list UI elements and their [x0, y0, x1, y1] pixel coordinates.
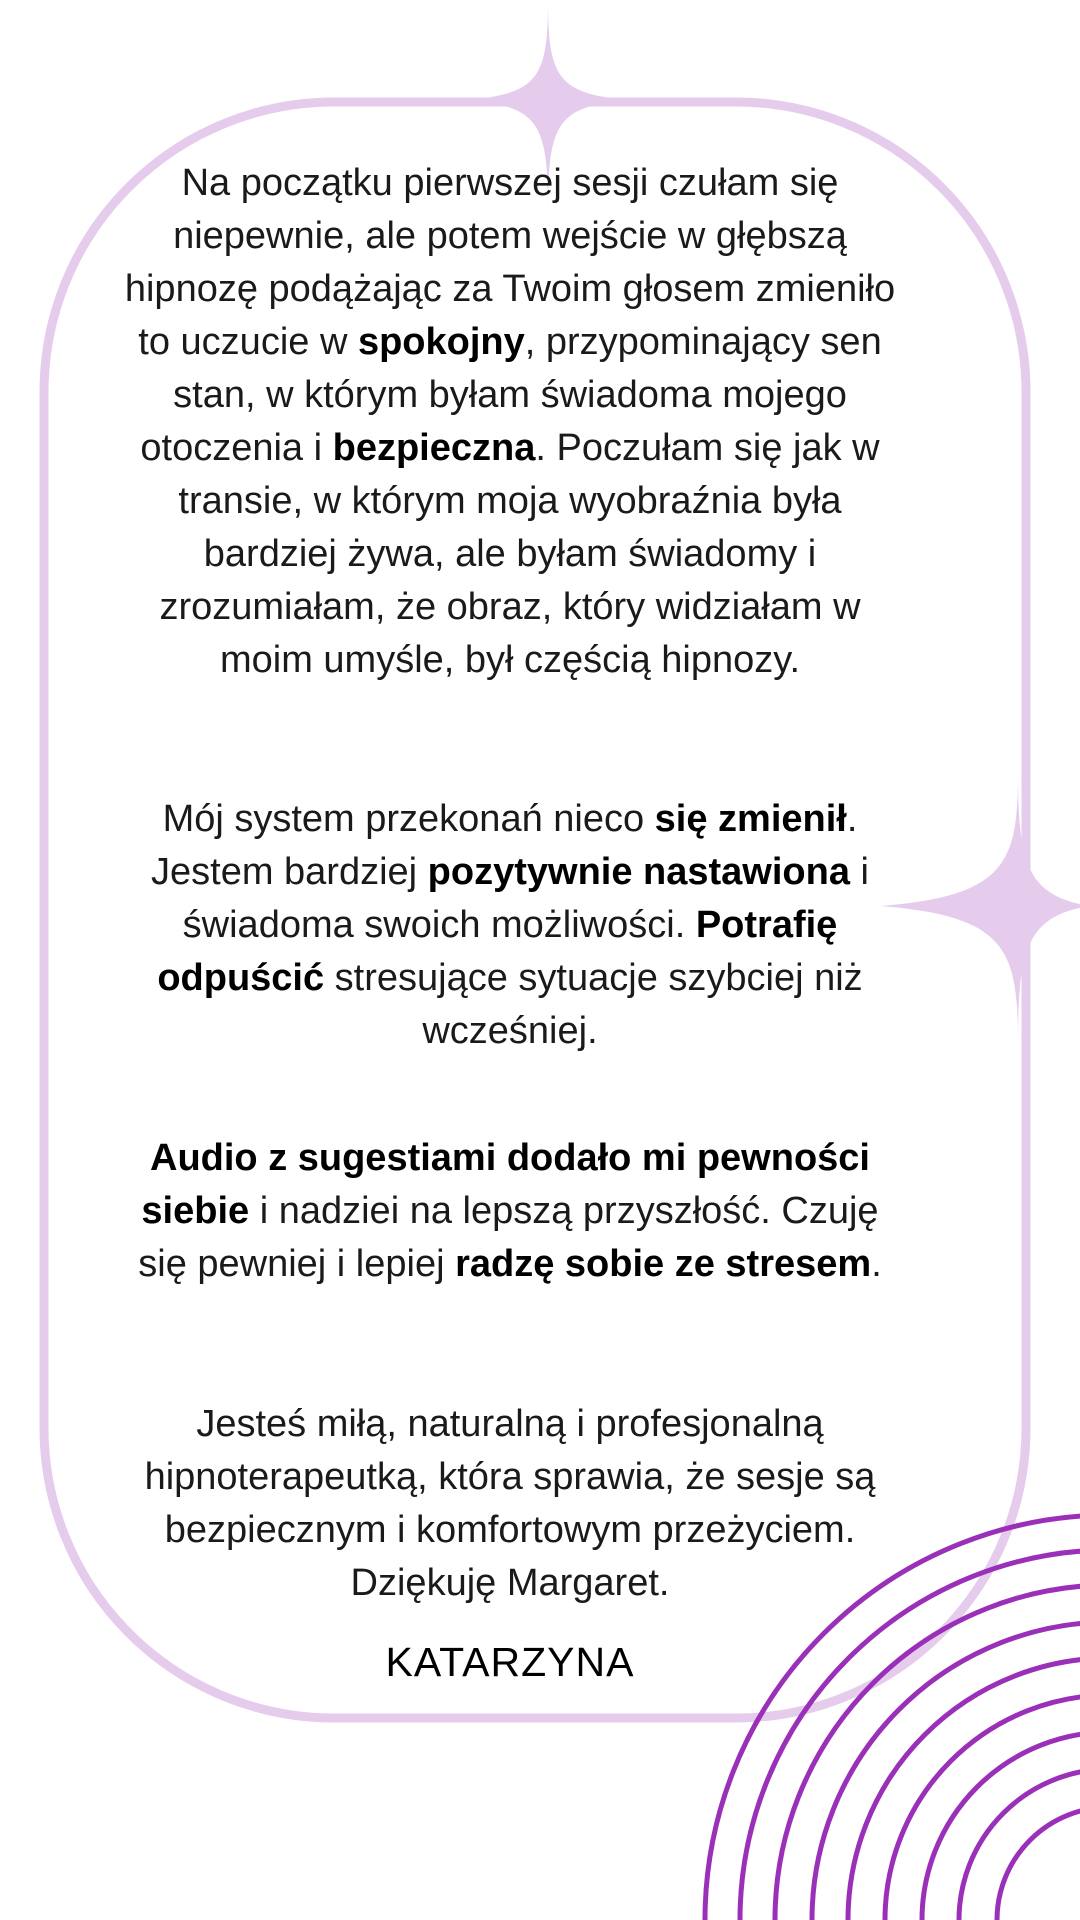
emphasis-text: radzę sobie ze stresem	[455, 1243, 872, 1285]
author-signature: KATARZYNA	[385, 1639, 635, 1685]
paragraph-text: i nadziei na lepszą przyszłość. Czuję się pewniej i lepiej	[138, 1190, 879, 1285]
paragraph-text: Mój system przekonań nieco	[162, 798, 655, 840]
paragraph-text: .	[871, 1243, 882, 1285]
paragraph-text: , przypominający sen stan, w którym byłam świadoma mojego otoczenia i	[140, 321, 882, 469]
arc-ring	[959, 1769, 1080, 1920]
paragraph-text: . Jestem bardziej	[151, 798, 858, 893]
testimonial-paragraph-3	[118, 1132, 902, 1291]
arc-ring	[997, 1807, 1080, 1920]
emphasis-text: pozytywnie nastawiona	[427, 851, 850, 893]
paragraph-text: stresujące sytuacje szybciej niż wcześniej.	[324, 957, 863, 1052]
right-sparkle-icon	[880, 770, 1080, 1045]
arc-ring	[885, 1695, 1080, 1920]
paragraph-text: Jesteś miłą, naturalną i profesjonalną hipnoterapeutką, która sprawia, że sesje są bezpiecznym i komfortowym przeżyciem. Dziękuję Margaret.	[144, 1403, 876, 1604]
paragraph-text: . Poczułam się jak w transie, w którym moja wyobraźnia była bardziej żywa, ale byłam świadomy i zrozumiałam, że obraz, który widziałam w moim umyśle, był częścią hipnozy.	[159, 427, 880, 681]
emphasis-text: Audio z sugestiami dodało mi pewności siebie	[141, 1137, 870, 1232]
testimonial-paragraph-4	[118, 1398, 902, 1610]
emphasis-text: się zmienił	[654, 798, 847, 840]
emphasis-text: Potrafię odpuścić	[157, 904, 838, 999]
testimonial-paragraph-2	[118, 793, 902, 1058]
paragraph-text: Na początku pierwszej sesji czułam się niepewnie, ale potem wejście w głębszą hipnozę podążając za Twoim głosem zmieniło to uczucie w	[124, 162, 896, 363]
emphasis-text: bezpieczna	[332, 427, 536, 469]
emphasis-text: spokojny	[357, 321, 525, 363]
paragraph-text: i świadoma swoich możliwości.	[182, 851, 869, 946]
testimonial-paragraph-1	[118, 157, 902, 687]
